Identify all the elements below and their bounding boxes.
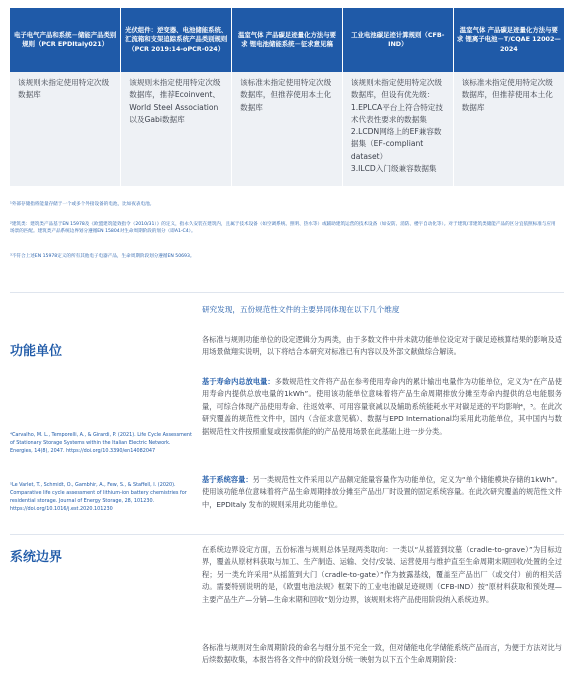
table-header-cell: 光伏组件：逆变器、电池储能系统、汇流箱和支架追踪系统产品类别规则（PCR 2019:14-oPCR-024） <box>121 8 232 72</box>
system-boundary-paragraph-1: 在系统边界设定方面，五份标准与规则总体呈现两类取向：一类以“从摇篮到坟墓（cradle-to-grave）”为目标边界，覆盖从原材料获取与加工、生产制造、运输、交付/安装、运营使用与维护直至生命周期末期回收/处置的全过程；另一类允许采用“从摇篮到大门（cradle-to-gate）”作为披露基线，覆盖至产品出厂（或交付）前的相关活动。需要特别说明的是，《欧盟电池法规》框架下的工业电池碳足迹规则（CFB-IND）按“原材料获取和预处理—主要产品生产—分销—生命末期和回收”划分边界，该规则未将产品使用阶段纳入系统边界。 <box>202 545 562 604</box>
table-cell <box>342 72 453 186</box>
section-lead: 研究发现，五份规范性文件的主要异同体现在以下几个维度 <box>202 305 400 314</box>
section-heading-system-boundary: 系统边界 <box>10 550 63 565</box>
table-header-cell: 电子电气产品和系统－储能产品类别规则（PCR EPDItaly021） <box>10 8 121 72</box>
table-cell <box>453 72 564 186</box>
cell-text: 该标准未指定使用特定次级数据库，但推荐使用本土化数据库 <box>240 78 332 112</box>
paragraph-text: 另一类规范性文件采用以产品额定能量容量作为功能单位，定义为“单个储能模块存储的1kWh”。使用该功能单位意味着将产品生命周期排放分摊至产品出厂时设置的固定系统容量。在此次研究覆盖的规范性文件中，EPDItaly 发布的规则采用此功能单位。 <box>202 475 562 509</box>
table-cell <box>10 72 121 186</box>
footnote: ¹外部存储指将能量存储于一个或多个外接设备的电池，比如夜表电池。 <box>10 202 155 207</box>
table-cell <box>232 72 343 186</box>
functional-unit-paragraph-2 <box>202 474 562 511</box>
table-cell <box>121 72 232 186</box>
footnote: ³不符合上述EN 15978定义的所有其他电子电器产品，生命周期阶段划分遵循EN 50693。 <box>10 254 195 259</box>
section-heading-functional-unit: 功能单位 <box>10 344 63 359</box>
table-header-cell: 工业电池碳足迹计算规则（CFB-IND） <box>342 8 453 72</box>
footnote: ²建筑类：建筑类产品基于EN 15978及《欧盟建筑能效指令（2010/31）》的定义，指永久安装在建筑内，且属于技术设备（如空调系统、照明、热水等）或辅助建筑运营的技术设备（如安防、消防、楼宇自动化等）。对于建筑/非建筑类储能产品的区分宜依照标准与应用场景的匹配。建筑类产品系统边界划分遵循EN 15804对生命周期阶段的划分（即A1-C4）。 <box>10 222 556 234</box>
reference-4: ⁴Carvalho, M. L., Temporelli, A., & Girardi, P. (2021). Life Cycle Assessment of Stationary Storage Systems within the Italian Electric Network. Energies, 14(8), 2047. https://doi.org/10.3390/en14082047 <box>10 432 192 454</box>
table-header-row <box>10 8 564 72</box>
divider <box>10 534 564 535</box>
cell-text: 该标准未指定使用特定次级数据库，但推荐使用本土化数据库 <box>461 78 553 112</box>
functional-unit-intro: 各标准与规则功能单位的设定逻辑分为两类，由于多数文件中并未就功能单位设定对于碳足迹核算结果的影响及适用场景做翔实说明，以下将结合本研究对标准已有内容以及外部文献做综合解读。 <box>202 335 562 357</box>
functional-unit-paragraph-1 <box>202 376 562 438</box>
table-header-cell: 温室气体 产品碳足迹量化方法与要求 锂离子电池－T/CQAE 12002—2024 <box>453 8 564 72</box>
paragraph-label: 基于寿命内总放电量： <box>202 377 275 386</box>
cell-text: 该规则未指定使用特定次级数据库，推荐Ecoinvent、World Steel Association以及Gabi数据库 <box>129 78 221 124</box>
paragraph-label: 基于系统容量： <box>202 475 253 484</box>
cell-text: 该规则未指定使用特定次级数据库 <box>18 78 110 100</box>
table-header-cell: 温室气体 产品碳足迹量化方法与要求 锂电池储能系统－征求意见稿 <box>232 8 343 72</box>
cell-text: 2.LCDN网络上的EF兼容数据集（EF-compliant dataset） <box>350 127 442 161</box>
paragraph-text: 多数规范性文件将产品在参考使用寿命内的累计输出电量作为功能单位，定义为“在产品使用寿命内提供总放电量的1kWh”。使用该功能单位意味着将产品生命周期排放分摊至寿命内提供的总电能服务量，可综合体现产品使用寿命、往返效率、可用容量衰减以及辅助系统能耗水平对碳足迹的平均影响⁴，⁵。在此次研究覆盖的规范性文件中，国内（含征求意见稿）、数据与EPD International均采用此功能单位，其中国内与数据规范性文件按照重复或按需供能的的产品使用场景在此基础上进一步分类。 <box>202 377 562 436</box>
divider <box>10 292 564 293</box>
cell-text: 3.ILCD入门级兼容数据集 <box>350 164 437 174</box>
pcr-comparison-table <box>10 8 564 186</box>
reference-5: ⁵Le Varlet, T., Schmidt, O., Gambhir, A., Few, S., & Staffell, I. (2020). Comparative life cycle assessment of lithium-ion battery chemistries for residential storage. Journal of Energy Storage, 28, 101230. https://doi.org/10.1016/j.est.2020.101230 <box>10 482 187 512</box>
system-boundary-paragraph-2: 各标准与规则对生命周期阶段的命名与细分虽不完全一致，但对储能电化学储能系统产品而言，为便于方法对比与后续数据收集，本报告将各文件中的阶段划分统一映射为以下五个生命周期阶段： <box>202 643 562 665</box>
table-row <box>10 72 564 186</box>
cell-text: 1.EPLCA平台上符合特定技术代表性要求的数据集 <box>350 102 443 124</box>
cell-text: 该规则未指定使用特定次级数据库，但设有优先级： <box>350 78 443 100</box>
